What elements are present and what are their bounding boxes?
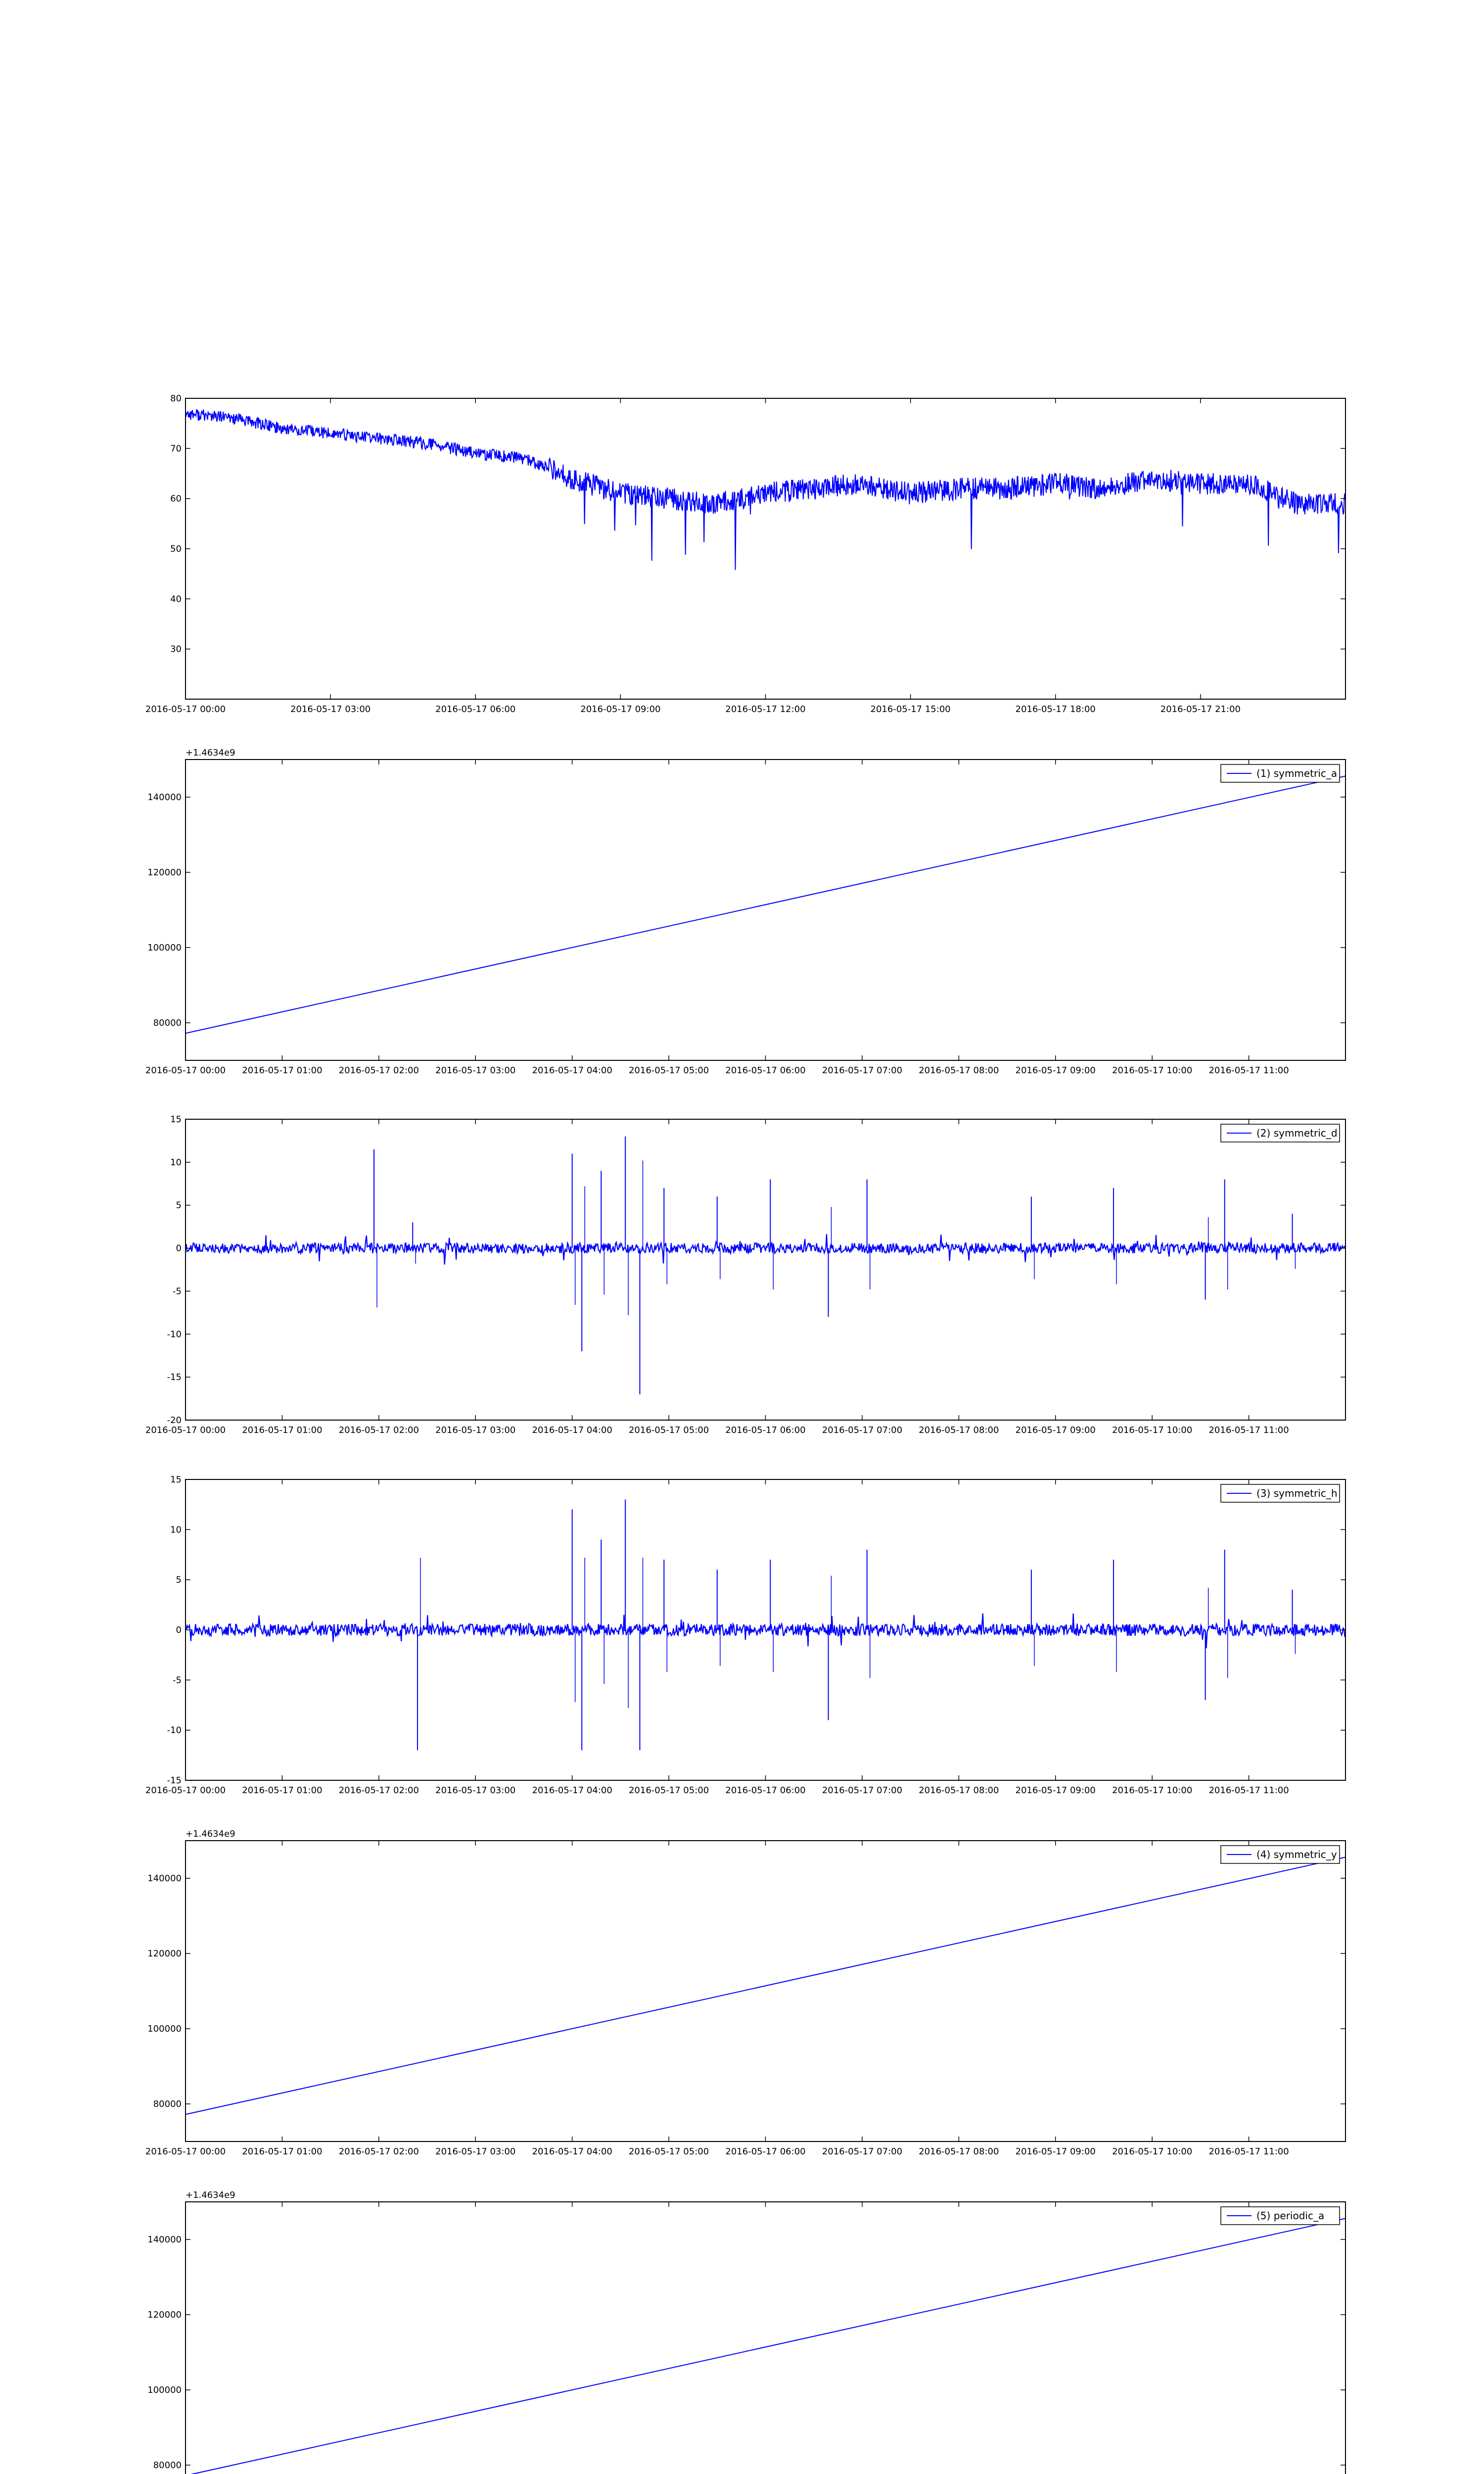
x-tick-label: 2016-05-17 00:00 bbox=[145, 1785, 226, 1796]
plot-frame bbox=[186, 1119, 1345, 1420]
plot-area bbox=[186, 776, 1345, 1033]
x-tick-label: 2016-05-17 06:00 bbox=[725, 1065, 806, 1076]
y-tick-label: 40 bbox=[170, 594, 182, 605]
legend bbox=[1221, 1846, 1340, 1863]
x-tick-label: 2016-05-17 04:00 bbox=[532, 1785, 612, 1796]
plot-frame bbox=[186, 398, 1345, 699]
x-tick-label: 2016-05-17 02:00 bbox=[338, 1425, 419, 1435]
x-tick-label: 2016-05-17 00:00 bbox=[145, 1065, 226, 1076]
y-tick-label: -20 bbox=[167, 1415, 182, 1426]
y-tick-label: 80000 bbox=[153, 2460, 182, 2471]
x-tick-label: 2016-05-17 10:00 bbox=[1112, 1785, 1193, 1796]
x-tick-label: 2016-05-17 09:00 bbox=[1015, 2146, 1096, 2157]
y-tick-label: 15 bbox=[170, 1475, 182, 1485]
x-tick-label: 2016-05-17 09:00 bbox=[1015, 1065, 1096, 1076]
plot-area bbox=[186, 1857, 1345, 2114]
y-tick-label: 15 bbox=[170, 1114, 182, 1125]
x-tick-label: 2016-05-17 01:00 bbox=[242, 2146, 323, 2157]
x-tick-label: 2016-05-17 00:00 bbox=[145, 1425, 226, 1435]
x-tick-label: 2016-05-17 00:00 bbox=[145, 2146, 226, 2157]
y-tick-label: 70 bbox=[170, 443, 182, 454]
legend bbox=[1221, 1484, 1340, 1502]
x-tick-label: 2016-05-17 06:00 bbox=[435, 704, 516, 714]
series-line bbox=[186, 2218, 1345, 2474]
legend-label: (5) periodic_a bbox=[1256, 2210, 1325, 2222]
plot-frame bbox=[186, 1841, 1345, 2141]
y-tick-label: 100000 bbox=[147, 2024, 182, 2034]
y-tick-label: -5 bbox=[173, 1286, 182, 1297]
y-tick-label: 5 bbox=[176, 1200, 182, 1211]
y-tick-label: 0 bbox=[176, 1625, 182, 1635]
x-tick-label: 2016-05-17 04:00 bbox=[532, 1425, 612, 1435]
x-tick-label: 2016-05-17 04:00 bbox=[532, 2146, 612, 2157]
x-tick-label: 2016-05-17 03:00 bbox=[435, 1425, 516, 1435]
y-tick-label: 80000 bbox=[153, 1018, 182, 1028]
y-tick-label: 0 bbox=[176, 1243, 182, 1254]
legend-label: (1) symmetric_a bbox=[1256, 767, 1338, 779]
x-tick-label: 2016-05-17 02:00 bbox=[338, 1785, 419, 1796]
x-tick-label: 2016-05-17 18:00 bbox=[1015, 704, 1096, 714]
x-tick-label: 2016-05-17 01:00 bbox=[242, 1785, 323, 1796]
x-tick-label: 2016-05-17 06:00 bbox=[725, 1425, 806, 1435]
series-line bbox=[186, 409, 1345, 570]
legend-label: (3) symmetric_h bbox=[1256, 1487, 1338, 1499]
x-tick-label: 2016-05-17 10:00 bbox=[1112, 2146, 1193, 2157]
chart-panel bbox=[145, 393, 1345, 714]
y-tick-label: -10 bbox=[167, 1725, 182, 1736]
x-tick-label: 2016-05-17 06:00 bbox=[725, 2146, 806, 2157]
x-tick-label: 2016-05-17 08:00 bbox=[919, 2146, 999, 2157]
y-tick-label: -15 bbox=[167, 1372, 182, 1383]
x-tick-label: 2016-05-17 04:00 bbox=[532, 1065, 612, 1076]
x-tick-label: 2016-05-17 09:00 bbox=[1015, 1785, 1096, 1796]
y-tick-label: 10 bbox=[170, 1524, 182, 1535]
chart-panel bbox=[145, 1475, 1345, 1796]
chart-panel bbox=[145, 2190, 1345, 2474]
legend bbox=[1221, 1124, 1340, 1142]
y-tick-label: 120000 bbox=[147, 2310, 182, 2320]
y-tick-label: 100000 bbox=[147, 2385, 182, 2395]
plot-area bbox=[186, 2218, 1345, 2474]
y-tick-label: -5 bbox=[173, 1675, 182, 1686]
x-tick-label: 2016-05-17 10:00 bbox=[1112, 1065, 1193, 1076]
x-tick-label: 2016-05-17 08:00 bbox=[919, 1785, 999, 1796]
x-tick-label: 2016-05-17 11:00 bbox=[1208, 1425, 1289, 1435]
x-tick-label: 2016-05-17 02:00 bbox=[338, 2146, 419, 2157]
chart-panel bbox=[145, 1114, 1345, 1435]
x-tick-label: 2016-05-17 11:00 bbox=[1208, 2146, 1289, 2157]
plot-area bbox=[186, 409, 1345, 570]
axis-offset-label: +1.4634e9 bbox=[186, 748, 235, 758]
legend-label: (4) symmetric_y bbox=[1256, 1849, 1337, 1860]
y-tick-label: 140000 bbox=[147, 1873, 182, 1884]
x-tick-label: 2016-05-17 05:00 bbox=[628, 1785, 709, 1796]
x-tick-label: 2016-05-17 03:00 bbox=[435, 1785, 516, 1796]
x-tick-label: 2016-05-17 07:00 bbox=[822, 1065, 903, 1076]
y-tick-label: -15 bbox=[167, 1775, 182, 1786]
y-tick-label: 120000 bbox=[147, 1949, 182, 1959]
legend bbox=[1221, 764, 1340, 782]
x-tick-label: 2016-05-17 07:00 bbox=[822, 1785, 903, 1796]
y-tick-label: 30 bbox=[170, 644, 182, 655]
legend-label: (2) symmetric_d bbox=[1256, 1127, 1338, 1139]
series-line bbox=[186, 776, 1345, 1033]
y-tick-label: 140000 bbox=[147, 2235, 182, 2245]
x-tick-label: 2016-05-17 06:00 bbox=[725, 1785, 806, 1796]
y-tick-label: -10 bbox=[167, 1329, 182, 1340]
axis-offset-label: +1.4634e9 bbox=[186, 2190, 235, 2200]
plot-area bbox=[186, 1500, 1345, 1751]
x-tick-label: 2016-05-17 08:00 bbox=[919, 1065, 999, 1076]
x-tick-label: 2016-05-17 03:00 bbox=[435, 1065, 516, 1076]
x-tick-label: 2016-05-17 10:00 bbox=[1112, 1425, 1193, 1435]
x-tick-label: 2016-05-17 03:00 bbox=[290, 704, 371, 714]
x-tick-label: 2016-05-17 01:00 bbox=[242, 1425, 323, 1435]
x-tick-label: 2016-05-17 11:00 bbox=[1208, 1785, 1289, 1796]
legend bbox=[1221, 2207, 1340, 2225]
y-tick-label: 80 bbox=[170, 393, 182, 404]
y-tick-label: 100000 bbox=[147, 943, 182, 953]
x-tick-label: 2016-05-17 21:00 bbox=[1160, 704, 1241, 714]
x-tick-label: 2016-05-17 08:00 bbox=[919, 1425, 999, 1435]
y-tick-label: 80000 bbox=[153, 2099, 182, 2109]
chart-panel bbox=[145, 1829, 1345, 2157]
x-tick-label: 2016-05-17 12:00 bbox=[725, 704, 806, 714]
axis-offset-label: +1.4634e9 bbox=[186, 1829, 235, 1839]
series-line bbox=[186, 1614, 1345, 1649]
plot-frame bbox=[186, 760, 1345, 1060]
x-tick-label: 2016-05-17 09:00 bbox=[1015, 1425, 1096, 1435]
y-tick-label: 50 bbox=[170, 544, 182, 554]
plot-area bbox=[186, 1137, 1345, 1394]
x-tick-label: 2016-05-17 01:00 bbox=[242, 1065, 323, 1076]
plot-frame bbox=[186, 2202, 1345, 2474]
y-tick-label: 120000 bbox=[147, 867, 182, 878]
x-tick-label: 2016-05-17 07:00 bbox=[822, 2146, 903, 2157]
y-tick-label: 10 bbox=[170, 1157, 182, 1168]
y-tick-label: 140000 bbox=[147, 792, 182, 803]
x-tick-label: 2016-05-17 02:00 bbox=[338, 1065, 419, 1076]
series-line bbox=[186, 1234, 1345, 1265]
x-tick-label: 2016-05-17 09:00 bbox=[580, 704, 661, 714]
x-tick-label: 2016-05-17 05:00 bbox=[628, 1425, 709, 1435]
x-tick-label: 2016-05-17 03:00 bbox=[435, 2146, 516, 2157]
x-tick-label: 2016-05-17 05:00 bbox=[628, 2146, 709, 2157]
chart-panel bbox=[145, 748, 1345, 1076]
y-tick-label: 60 bbox=[170, 493, 182, 504]
x-tick-label: 2016-05-17 15:00 bbox=[870, 704, 951, 714]
y-tick-label: 5 bbox=[176, 1574, 182, 1585]
x-tick-label: 2016-05-17 07:00 bbox=[822, 1425, 903, 1435]
x-tick-label: 2016-05-17 05:00 bbox=[628, 1065, 709, 1076]
series-line bbox=[186, 1857, 1345, 2114]
x-tick-label: 2016-05-17 00:00 bbox=[145, 704, 226, 714]
x-tick-label: 2016-05-17 11:00 bbox=[1208, 1065, 1289, 1076]
